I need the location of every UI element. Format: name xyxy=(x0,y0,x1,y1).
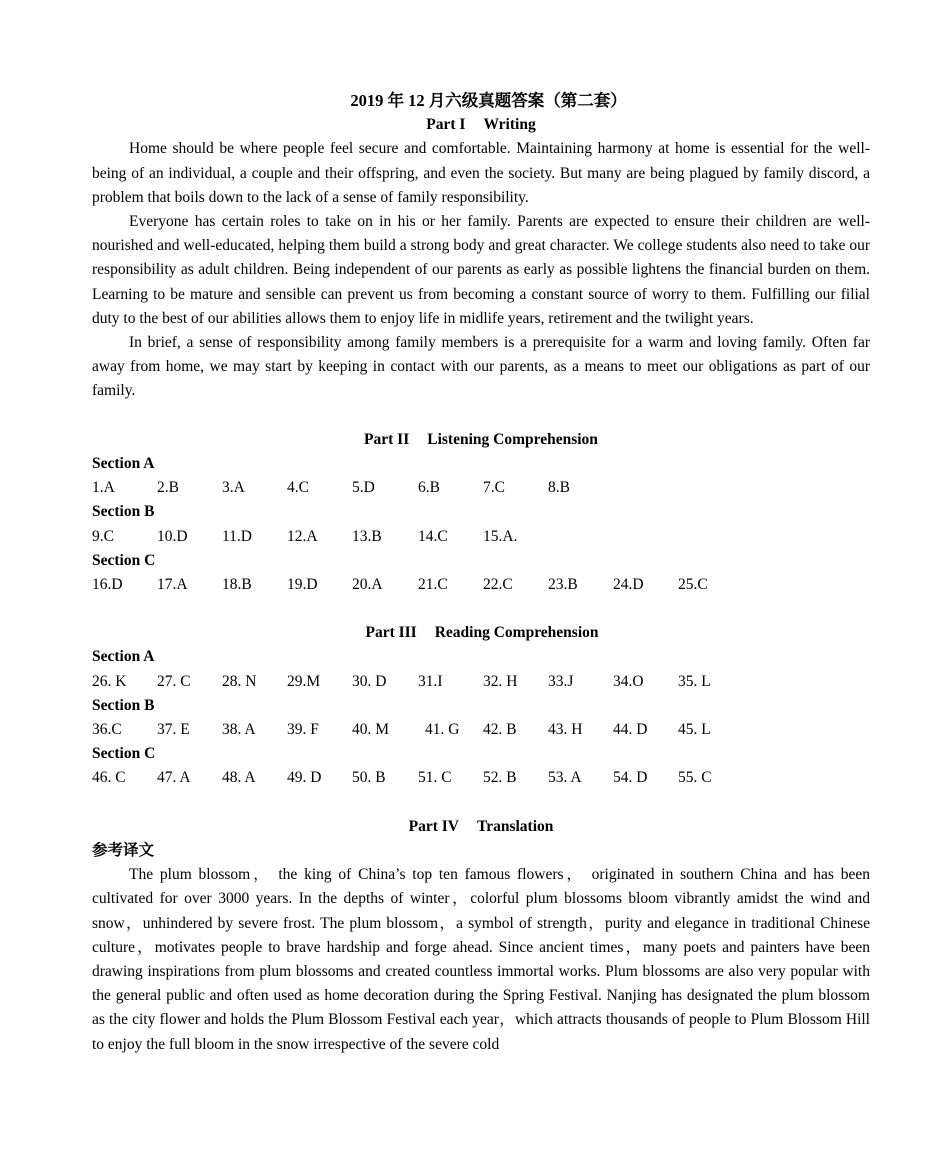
answer-item: 44. D xyxy=(613,721,648,739)
listening-section-c-label: Section C xyxy=(92,551,156,569)
answer-item: 20.A xyxy=(352,575,383,593)
listening-section-b-answers xyxy=(92,525,870,549)
answer-item: 5.D xyxy=(352,479,375,497)
answer-item: 51. C xyxy=(418,769,452,787)
answer-item: 26. K xyxy=(92,672,127,690)
answer-item: 4.C xyxy=(287,479,309,497)
answer-item: 53. A xyxy=(548,769,582,787)
reference-translation-label: 参考译文 xyxy=(92,841,155,859)
answer-item: 49. D xyxy=(287,769,322,787)
answer-item: 27. C xyxy=(157,672,191,690)
answer-item: 24.D xyxy=(613,575,644,593)
answer-document xyxy=(92,89,870,1057)
answer-item: 14.C xyxy=(418,527,448,545)
answer-item: 28. N xyxy=(222,672,257,690)
answer-item: 2.B xyxy=(157,479,179,497)
part4-name: Translation xyxy=(477,817,554,835)
document-title: 2019 年 12 月六级真题答案（第二套） xyxy=(350,91,627,110)
answer-item: 31.I xyxy=(418,672,443,690)
answer-item: 1.A xyxy=(92,479,115,497)
answer-item: 30. D xyxy=(352,672,387,690)
answer-item: 43. H xyxy=(548,721,583,739)
answer-item: 22.C xyxy=(483,575,513,593)
essay-paragraph: Everyone has certain roles to take on in his or her family. Parents are expected to ensure their children are well-nourished and well-educated, helping them build a strong body and great character. We college students also need to take our responsibility as adult children. Being independent of our parents as early as possible lightens the financial burden on them. Learning to be mature and sensible can prevent us from becoming a constant source of worry to them. Fulfilling our filial duty to the best of our abilities allows them to enjoy life in midlife years, retirement and the twilight years. xyxy=(92,212,870,327)
answer-item: 16.D xyxy=(92,575,123,593)
answer-item: 35. L xyxy=(678,672,711,690)
answer-item: 42. B xyxy=(483,721,517,739)
answer-item: 15.A. xyxy=(483,527,518,545)
answer-item: 45. L xyxy=(678,721,711,739)
answer-item: 46. C xyxy=(92,769,126,787)
answer-item: 32. H xyxy=(483,672,518,690)
part2-number: Part II xyxy=(364,430,410,448)
answer-item: 39. F xyxy=(287,721,319,739)
listening-section-c-answers xyxy=(92,573,870,597)
answer-item: 8.B xyxy=(548,479,570,497)
reading-section-b-label: Section B xyxy=(92,696,155,714)
part2-heading xyxy=(92,428,870,452)
answer-item: 18.B xyxy=(222,575,252,593)
part3-name: Reading Comprehension xyxy=(434,624,599,642)
answer-item: 54. D xyxy=(613,769,648,787)
reading-section-a-answers xyxy=(92,670,870,694)
answer-item: 7.C xyxy=(483,479,505,497)
answer-item: 9.C xyxy=(92,527,114,545)
listening-section-b-label: Section B xyxy=(92,503,155,521)
answer-item: 17.A xyxy=(157,575,188,593)
answer-item: 38. A xyxy=(222,721,256,739)
listening-section-a-label: Section A xyxy=(92,454,155,472)
answer-item: 3.A xyxy=(222,479,245,497)
answer-item: 19.D xyxy=(287,575,318,593)
answer-item: 40. M xyxy=(352,721,390,739)
answer-item: 52. B xyxy=(483,769,517,787)
answer-item: 29.M xyxy=(287,672,321,690)
answer-item: 21.C xyxy=(418,575,448,593)
answer-item: 48. A xyxy=(222,769,256,787)
answer-item: 23.B xyxy=(548,575,578,593)
answer-item: 50. B xyxy=(352,769,386,787)
reading-section-c-answers xyxy=(92,766,870,790)
listening-section-a-answers xyxy=(92,476,870,500)
answer-item: 25.C xyxy=(678,575,708,593)
answer-item: 33.J xyxy=(548,672,574,690)
part1-number: Part I xyxy=(426,116,466,134)
answer-item: 10.D xyxy=(157,527,188,545)
essay-paragraph: Home should be where people feel secure and comfortable. Maintaining harmony at home is essential for the well-being of an individual, a couple and their offspring, and even the society. But many are being plagued by family discord, a problem that boils down to the lack of a sense of family responsibility. xyxy=(92,140,870,206)
answer-item: 36.C xyxy=(92,721,122,739)
answer-item: 12.A xyxy=(287,527,318,545)
translation-paragraph: The plum blossom， the king of China’s top ten famous flowers， originated in southern China and has been cultivated for over 3000 years. In the depths of winter，colorful plum blossoms bloom vibrantly amidst the wind and snow，unhindered by severe frost. The plum blossom，a symbol of strength，purity and elegance in traditional Chinese culture，motivates people to brave hardship and forge ahead. Since ancient times，many poets and painters have been drawing inspirations from plum blossoms and created countless immortal works. Plum blossoms are also very popular with the general public and often used as home decoration during the Spring Festival. Nanjing has designated the plum blossom as the city flower and holds the Plum Blossom Festival each year，which attracts thousands of people to Plum Blossom Hill to enjoy the full bloom in the snow irrespective of the severe cold xyxy=(92,866,870,1053)
essay-paragraph: In brief, a sense of responsibility among family members is a prerequisite for a warm and loving family. Often far away from home, we may start by keeping in contact with our parents, as a means to meet our obligations as part of our family. xyxy=(92,334,870,400)
reading-section-a-label: Section A xyxy=(92,648,155,666)
part2-name: Listening Comprehension xyxy=(427,430,598,448)
part4-heading xyxy=(92,815,870,839)
reading-section-c-label: Section C xyxy=(92,745,156,763)
reading-section-b-answers xyxy=(92,718,870,742)
part3-heading xyxy=(94,621,870,645)
part3-number: Part III xyxy=(365,624,417,642)
answer-item: 13.B xyxy=(352,527,382,545)
answer-item: 55. C xyxy=(678,769,712,787)
part1-name: Writing xyxy=(483,116,536,134)
answer-item: 41. G xyxy=(425,721,460,739)
part4-number: Part IV xyxy=(408,817,459,835)
answer-item: 6.B xyxy=(418,479,440,497)
part1-heading xyxy=(92,113,870,137)
answer-item: 37. E xyxy=(157,721,190,739)
answer-item: 47. A xyxy=(157,769,191,787)
answer-item: 11.D xyxy=(222,527,252,545)
answer-item: 34.O xyxy=(613,672,644,690)
